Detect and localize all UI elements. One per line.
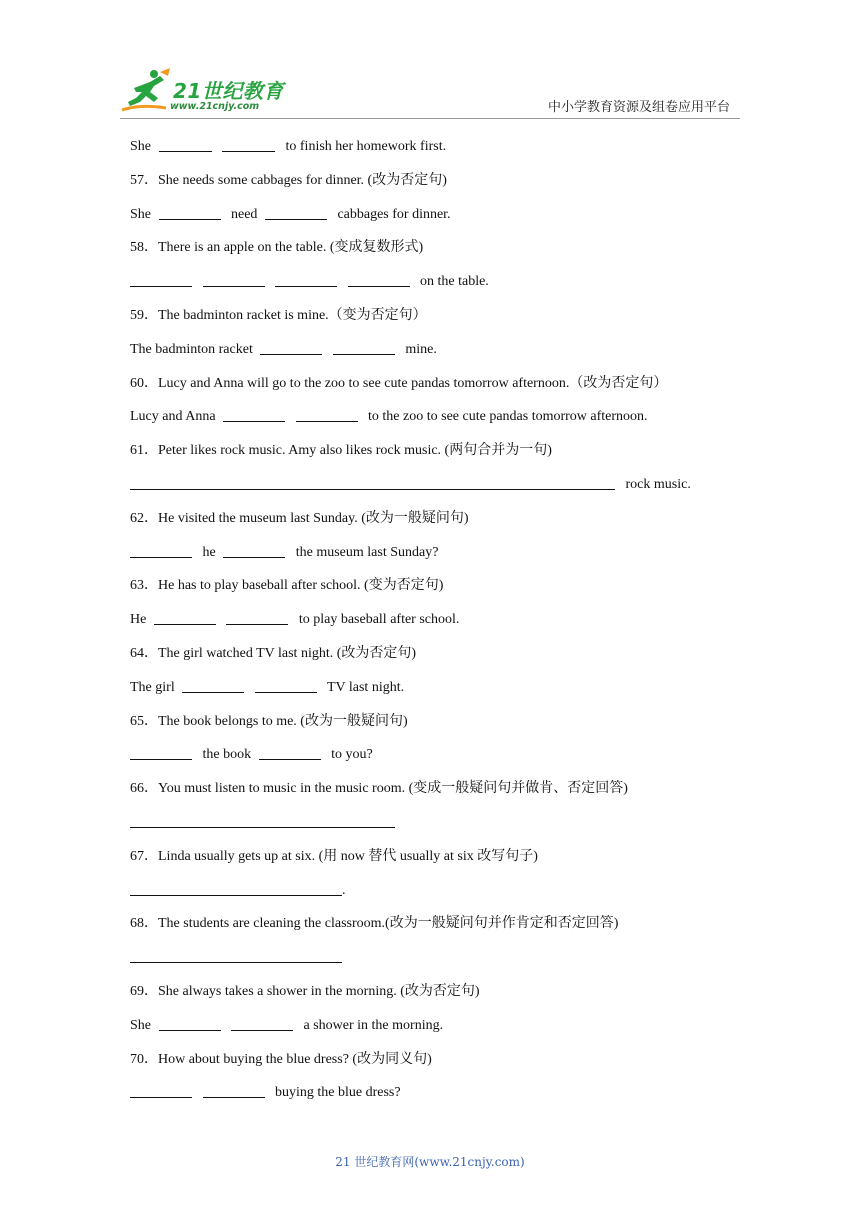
question-67: 67．Linda usually gets up at six. (用 now 替代 usually at six 改写句子) xyxy=(130,848,538,864)
answer-line-69 xyxy=(130,1009,730,1043)
answer-blank[interactable] xyxy=(222,137,275,152)
answer-blank[interactable] xyxy=(130,543,192,558)
question-60: 60．Lucy and Anna will go to the zoo to see cute pandas tomorrow afternoon.（改为否定句） xyxy=(130,375,668,391)
answer-blank[interactable] xyxy=(348,272,410,287)
question-58: 58．There is an apple on the table. (变成复数形式) xyxy=(130,240,424,256)
answer-line-65 xyxy=(130,738,730,772)
question-62: 62．He visited the museum last Sunday. (改为一般疑问句) xyxy=(130,510,469,526)
answer-blank[interactable] xyxy=(275,272,337,287)
line-text: She xyxy=(130,1017,151,1033)
answer-blank[interactable] xyxy=(203,272,265,287)
answer-line-67 xyxy=(130,874,730,908)
answer-blank[interactable] xyxy=(130,272,192,287)
answer-line-59 xyxy=(130,333,730,367)
line-text: to the zoo to see cute pandas tomorrow afternoon. xyxy=(368,409,648,425)
line-text: rock music. xyxy=(625,476,691,492)
logo-url: www.21cnjy.com xyxy=(170,101,260,112)
question-66: 66．You must listen to music in the music room. (变成一般疑问句并做肯、否定回答) xyxy=(130,781,628,797)
runner-logo-icon xyxy=(120,68,172,114)
answer-blank[interactable] xyxy=(130,813,395,828)
question-63: 63．He has to play baseball after school. (变为否定句) xyxy=(130,578,444,594)
answer-blank[interactable] xyxy=(223,543,285,558)
answer-line-58 xyxy=(130,265,730,299)
answer-blank[interactable] xyxy=(260,340,322,355)
line-text: The girl xyxy=(130,679,175,695)
line-text: mine. xyxy=(405,341,437,357)
answer-blank[interactable] xyxy=(265,205,327,220)
question-57: 57．She needs some cabbages for dinner. (改为否定句) xyxy=(130,172,447,188)
line-text: a shower in the morning. xyxy=(303,1017,444,1033)
line-text: TV last night. xyxy=(326,679,405,695)
answer-line-68 xyxy=(130,941,730,975)
answer-blank[interactable] xyxy=(130,881,342,896)
question-69: 69．She always takes a shower in the morning. (改为否定句) xyxy=(130,983,480,999)
question-59: 59．The badminton racket is mine.（变为否定句） xyxy=(130,307,427,323)
answer-line-63 xyxy=(130,603,730,637)
answer-blank[interactable] xyxy=(130,948,342,963)
line-text: Lucy and Anna xyxy=(130,409,216,425)
answer-line-57 xyxy=(130,198,730,232)
page-header xyxy=(0,0,860,126)
question-61: 61．Peter likes rock music. Amy also likes rock music. (两句合并为一句) xyxy=(130,443,552,459)
line-text: The badminton racket xyxy=(130,341,253,357)
question-68: 68．The students are cleaning the classroom.(改为一般疑问句并作肯定和否定回答) xyxy=(130,916,619,932)
header-divider xyxy=(120,118,740,119)
answer-line-61 xyxy=(130,468,730,502)
answer-line-70 xyxy=(130,1076,730,1110)
line-text: buying the blue dress? xyxy=(275,1085,401,1101)
line-text: he xyxy=(202,544,216,560)
answer-blank[interactable] xyxy=(182,678,244,693)
site-logo[interactable] xyxy=(120,68,295,116)
line-text: She xyxy=(130,206,151,222)
answer-blank[interactable] xyxy=(255,678,317,693)
answer-blank[interactable] xyxy=(259,745,321,760)
line-text: the book xyxy=(202,747,252,763)
line-text: to play baseball after school. xyxy=(298,612,460,628)
line-text: the museum last Sunday? xyxy=(295,544,439,560)
answer-blank[interactable] xyxy=(333,340,395,355)
answer-line-62 xyxy=(130,536,730,570)
answer-line-64 xyxy=(130,671,730,705)
line-text: on the table. xyxy=(420,274,489,290)
header-tagline: 中小学教育资源及组卷应用平台 xyxy=(547,100,730,115)
line-text: . xyxy=(342,882,346,898)
answer-blank[interactable] xyxy=(159,137,212,152)
line-text: need xyxy=(231,206,258,222)
answer-line-56 xyxy=(130,130,730,164)
question-64: 64．The girl watched TV last night. (改为否定句) xyxy=(130,645,417,661)
answer-blank[interactable] xyxy=(159,205,221,220)
answer-blank[interactable] xyxy=(130,745,192,760)
answer-line-66 xyxy=(130,806,730,840)
question-65: 65．The book belongs to me. (改为一般疑问句) xyxy=(130,713,408,729)
line-text: She xyxy=(130,139,151,154)
logo-title: 21世纪教育 xyxy=(173,79,284,103)
question-70: 70．How about buying the blue dress? (改为同义句) xyxy=(130,1051,432,1067)
page-footer[interactable]: 21 世纪教育网(www.21cnjy.com) xyxy=(335,1155,525,1169)
answer-blank[interactable] xyxy=(203,1083,265,1098)
answer-blank[interactable] xyxy=(130,475,615,490)
line-text: He xyxy=(130,612,147,628)
exercise-list xyxy=(130,130,730,1110)
answer-blank[interactable] xyxy=(296,407,358,422)
line-text: to you? xyxy=(331,747,373,763)
answer-blank[interactable] xyxy=(159,1016,221,1031)
answer-blank[interactable] xyxy=(130,1083,192,1098)
line-text: to finish her homework first. xyxy=(285,139,447,154)
answer-blank[interactable] xyxy=(223,407,285,422)
answer-blank[interactable] xyxy=(231,1016,293,1031)
answer-blank[interactable] xyxy=(154,610,216,625)
answer-blank[interactable] xyxy=(226,610,288,625)
answer-line-60 xyxy=(130,400,730,434)
line-text: cabbages for dinner. xyxy=(337,206,451,222)
